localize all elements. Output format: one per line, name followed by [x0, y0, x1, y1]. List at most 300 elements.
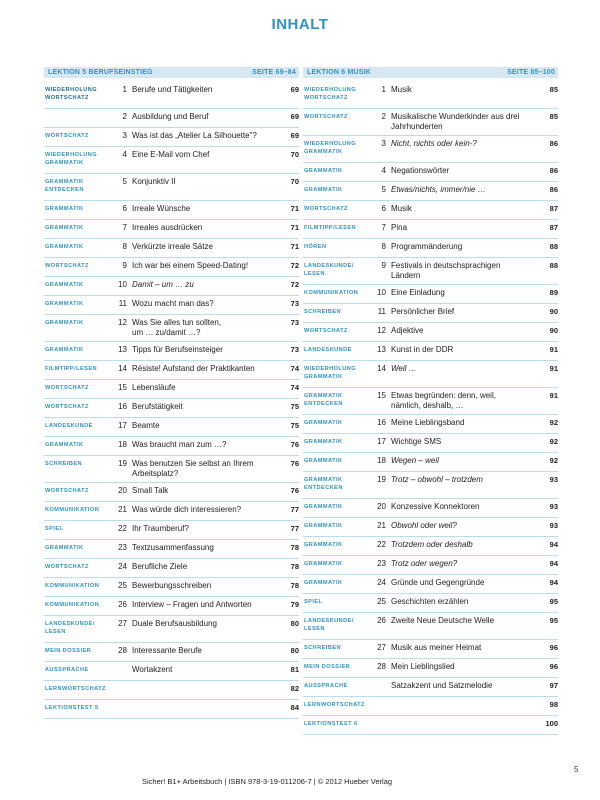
toc-row[interactable]	[44, 483, 299, 502]
toc-entry-title: Musik aus meiner Heimat	[391, 643, 482, 652]
toc-row[interactable]	[44, 315, 299, 342]
toc-row[interactable]	[303, 575, 558, 594]
toc-exercise-number: 17	[377, 437, 386, 446]
toc-page-number: 76	[290, 486, 299, 495]
toc-entry-title: Berufe und Tätigkeiten	[132, 85, 213, 94]
toc-row[interactable]	[44, 220, 299, 239]
toc-page-number: 87	[549, 204, 558, 213]
toc-page-number: 93	[549, 521, 558, 530]
toc-exercise-number: 22	[377, 540, 386, 549]
toc-row[interactable]	[44, 128, 299, 147]
toc-entry-title: Geschichten erzählen	[391, 597, 469, 606]
toc-category: GRAMMATIK	[45, 347, 84, 353]
toc-category: GRAMMATIK	[304, 523, 343, 529]
toc-category: MEIN DOSSIER	[45, 648, 92, 654]
toc-exercise-number: 18	[118, 440, 127, 449]
toc-entry-title: Satzakzent und Satzmelodie	[391, 681, 493, 690]
toc-category: GRAMMATIK	[304, 580, 343, 586]
toc-exercise-number: 25	[118, 581, 127, 590]
toc-exercise-number: 26	[377, 616, 386, 625]
toc-row[interactable]	[44, 521, 299, 540]
toc-page-number: 85	[549, 85, 558, 94]
toc-category: LERNWORTSCHATZ	[304, 702, 365, 708]
toc-row[interactable]	[303, 640, 558, 659]
toc-exercise-number: 14	[118, 364, 127, 373]
toc-page-number: 86	[549, 166, 558, 175]
toc-exercise-number: 12	[377, 326, 386, 335]
toc-row[interactable]	[303, 594, 558, 613]
toc-entry-title: Pina	[391, 223, 408, 232]
toc-row[interactable]	[303, 556, 558, 575]
toc-entry-title: Was benutzen Sie selbst an Ihrem Arbeitsplatz?	[132, 459, 254, 478]
toc-page-number: 98	[549, 700, 558, 709]
toc-page-number: 93	[549, 502, 558, 511]
toc-entry-title: Tipps für Berufseinsteiger	[132, 345, 223, 354]
toc-exercise-number: 11	[118, 299, 127, 308]
toc-row[interactable]	[303, 304, 558, 323]
toc-exercise-number: 28	[118, 646, 127, 655]
toc-exercise-number: 22	[118, 524, 127, 533]
toc-entry-title: Weil …	[391, 364, 417, 373]
lesson-label: LEKTION 5 BERUFSEINSTIEG	[48, 69, 153, 76]
toc-category: GRAMMATIK	[304, 458, 343, 464]
toc-entry-title: Was Sie alles tun sollten, um … zu/damit …?	[132, 318, 222, 337]
toc-exercise-number: 19	[377, 475, 386, 484]
toc-exercise-number: 7	[381, 223, 386, 232]
toc-category: GRAMMATIK	[304, 439, 343, 445]
toc-category: WIEDERHOLUNG GRAMMATIK	[304, 141, 357, 155]
toc-row[interactable]	[303, 678, 558, 697]
toc-entry-title: Nicht, nichts oder kein-?	[391, 139, 477, 148]
toc-entry-title: Interessante Berufe	[132, 646, 202, 655]
toc-category: GRAMMATIK	[45, 320, 84, 326]
toc-exercise-number: 10	[118, 280, 127, 289]
toc-category: GRAMMATIK	[45, 282, 84, 288]
toc-category: WORTSCHATZ	[304, 206, 348, 212]
toc-row[interactable]	[303, 109, 558, 136]
toc-category: LERNWORTSCHATZ	[45, 686, 106, 692]
toc-exercise-number: 2	[381, 112, 386, 121]
toc-category: KOMMUNIKATION	[45, 507, 100, 513]
toc-exercise-number: 21	[377, 521, 386, 530]
lesson-page-range: SEITE 85–100	[507, 69, 555, 76]
toc-entry-title: Gründe und Gegengründe	[391, 578, 485, 587]
toc-entry-title: Konzessive Konnektoren	[391, 502, 480, 511]
toc-page-number: 80	[290, 619, 299, 628]
toc-row[interactable]	[303, 659, 558, 678]
toc-row[interactable]	[303, 697, 558, 716]
toc-column-lektion-5	[44, 67, 299, 719]
toc-category: GRAMMATIK ENTDECKEN	[45, 179, 84, 193]
toc-page-number: 81	[290, 665, 299, 674]
toc-exercise-number: 11	[377, 307, 386, 316]
toc-category: GRAMMATIK	[45, 545, 84, 551]
toc-page-number: 76	[290, 440, 299, 449]
toc-page-number: 74	[290, 364, 299, 373]
toc-page-number: 82	[290, 684, 299, 693]
toc-category: FILMTIPP/LESEN	[45, 366, 97, 372]
toc-row[interactable]	[44, 597, 299, 616]
toc-entry-title: Irreales ausdrücken	[132, 223, 203, 232]
toc-row[interactable]	[44, 418, 299, 437]
toc-page-number: 95	[549, 616, 558, 625]
toc-category: WORTSCHATZ	[45, 263, 89, 269]
toc-category: SPIEL	[45, 526, 64, 532]
toc-entry-title: Interview – Fragen und Antworten	[132, 600, 252, 609]
toc-category: KOMMUNIKATION	[45, 583, 100, 589]
toc-category: WORTSCHATZ	[45, 404, 89, 410]
toc-entry-title: Eine E-Mail vom Chef	[132, 150, 210, 159]
toc-category: GRAMMATIK	[304, 187, 343, 193]
toc-page-number: 76	[290, 459, 299, 468]
toc-exercise-number: 4	[381, 166, 386, 175]
toc-entry-title: Was ist das „Atelier La Silhouette"?	[132, 131, 257, 140]
toc-row[interactable]	[303, 613, 558, 640]
toc-exercise-number: 26	[118, 600, 127, 609]
toc-category: LANDESKUNDE/ LESEN	[304, 618, 354, 632]
toc-entry-title: Festivals in deutschsprachigen Ländern	[391, 261, 501, 280]
toc-exercise-number: 10	[377, 288, 386, 297]
toc-entry-title: Duale Berufsausbildung	[132, 619, 217, 628]
toc-exercise-number: 23	[377, 559, 386, 568]
toc-entry-title: Trotzdem oder deshalb	[391, 540, 473, 549]
toc-category: MEIN DOSSIER	[304, 664, 351, 670]
toc-exercise-number: 19	[118, 459, 127, 468]
toc-category: LANDESKUNDE	[45, 423, 93, 429]
toc-page-number: 77	[290, 524, 299, 533]
toc-row[interactable]	[44, 147, 299, 174]
toc-page-number: 92	[549, 437, 558, 446]
toc-entry-title: Ausbildung und Beruf	[132, 112, 209, 121]
toc-page-number: 80	[290, 646, 299, 655]
toc-entry-title: Small Talk	[132, 486, 169, 495]
toc-row[interactable]	[303, 518, 558, 537]
page-title: INHALT	[271, 16, 329, 33]
toc-entry-title: Wegen – weil	[391, 456, 439, 465]
toc-entry-title: Etwas begründen: denn, weil, nämlich, deshalb, …	[391, 391, 496, 410]
toc-entry-title: Programmänderung	[391, 242, 463, 251]
toc-entry-title: Berufstätigkeit	[132, 402, 183, 411]
toc-page-number: 86	[549, 185, 558, 194]
toc-category: KOMMUNIKATION	[304, 290, 359, 296]
toc-page-number: 87	[549, 223, 558, 232]
toc-category: GRAMMATIK ENTDECKEN	[304, 393, 343, 407]
toc-row[interactable]	[303, 342, 558, 361]
toc-category: WORTSCHATZ	[304, 328, 348, 334]
toc-category: AUSSPRACHE	[304, 683, 348, 689]
toc-entry-title: Beamte	[132, 421, 160, 430]
toc-exercise-number: 20	[118, 486, 127, 495]
toc-page-number: 69	[290, 112, 299, 121]
toc-entry-title: Lebensläufe	[132, 383, 176, 392]
toc-entry-title: Meine Lieblingsband	[391, 418, 465, 427]
toc-page-number: 91	[549, 345, 558, 354]
toc-page-number: 70	[290, 177, 299, 186]
toc-page-number: 77	[290, 505, 299, 514]
footer-imprint: Sicher! B1+ Arbeitsbuch | ISBN 978-3-19-011206-7 | © 2012 Hueber Verlag	[142, 777, 393, 786]
toc-category: GRAMMATIK	[45, 244, 84, 250]
toc-page-number: 86	[549, 139, 558, 148]
toc-exercise-number: 16	[377, 418, 386, 427]
toc-exercise-number: 1	[381, 85, 386, 94]
toc-exercise-number: 4	[122, 150, 127, 159]
toc-row[interactable]	[44, 342, 299, 361]
toc-exercise-number: 5	[122, 177, 127, 186]
toc-exercise-number: 3	[381, 139, 386, 148]
toc-row[interactable]	[303, 258, 558, 285]
toc-exercise-number: 20	[377, 502, 386, 511]
toc-entry-title: Ihr Traumberuf?	[132, 524, 189, 533]
toc-exercise-number: 15	[118, 383, 127, 392]
toc-exercise-number: 9	[381, 261, 386, 270]
toc-page-number: 90	[549, 326, 558, 335]
toc-entry-title: Musikalische Wunderkinder aus drei Jahrhunderten	[391, 112, 520, 131]
toc-row[interactable]	[44, 296, 299, 315]
lesson-page-range: SEITE 69–84	[252, 69, 296, 76]
toc-category: GRAMMATIK	[304, 420, 343, 426]
toc-row[interactable]	[303, 82, 558, 109]
toc-row[interactable]	[44, 437, 299, 456]
toc-entry-title: Persönlicher Brief	[391, 307, 455, 316]
toc-list	[303, 82, 558, 735]
toc-category: GRAMMATIK ENTDECKEN	[304, 477, 343, 491]
toc-exercise-number: 7	[122, 223, 127, 232]
toc-exercise-number: 24	[377, 578, 386, 587]
toc-page-number: 78	[290, 543, 299, 552]
toc-row[interactable]	[303, 182, 558, 201]
toc-row[interactable]	[44, 239, 299, 258]
toc-row[interactable]	[303, 361, 558, 388]
toc-page-number: 85	[549, 112, 558, 121]
toc-row[interactable]	[44, 681, 299, 700]
toc-page-number: 70	[290, 150, 299, 159]
toc-row[interactable]	[303, 220, 558, 239]
toc-category: SCHREIBEN	[304, 309, 341, 315]
toc-row[interactable]	[44, 559, 299, 578]
toc-page-number: 71	[290, 204, 299, 213]
toc-exercise-number: 1	[122, 85, 127, 94]
toc-page-number: 90	[549, 307, 558, 316]
toc-entry-title: Textzusammenfassung	[132, 543, 214, 552]
toc-row[interactable]	[44, 82, 299, 109]
toc-page-number: 73	[290, 345, 299, 354]
toc-exercise-number: 6	[381, 204, 386, 213]
toc-entry-title: Wichtige SMS	[391, 437, 442, 446]
toc-category: WORTSCHATZ	[304, 114, 348, 120]
toc-page-number: 92	[549, 418, 558, 427]
toc-row[interactable]	[44, 201, 299, 220]
toc-page-number: 79	[290, 600, 299, 609]
toc-list	[44, 82, 299, 719]
toc-row[interactable]	[44, 700, 299, 719]
toc-row[interactable]	[44, 399, 299, 418]
toc-entry-title: Musik	[391, 85, 412, 94]
toc-row[interactable]	[303, 285, 558, 304]
toc-category: SCHREIBEN	[45, 461, 82, 467]
toc-entry-title: Wozu macht man das?	[132, 299, 214, 308]
toc-category: LANDESKUNDE	[304, 347, 352, 353]
toc-category: LEKTIONSTEST 6	[304, 721, 358, 727]
toc-exercise-number: 28	[377, 662, 386, 671]
toc-exercise-number: 12	[118, 318, 127, 327]
toc-exercise-number: 24	[118, 562, 127, 571]
toc-exercise-number: 23	[118, 543, 127, 552]
toc-exercise-number: 13	[118, 345, 127, 354]
toc-category: WIEDERHOLUNG GRAMMATIK	[304, 366, 357, 380]
toc-category: GRAMMATIK	[304, 542, 343, 548]
toc-exercise-number: 9	[122, 261, 127, 270]
toc-entry-title: Résiste! Aufstand der Praktikanten	[132, 364, 255, 373]
toc-row[interactable]	[303, 163, 558, 182]
toc-exercise-number: 27	[118, 619, 127, 628]
toc-page-number: 78	[290, 581, 299, 590]
toc-page-number: 96	[549, 662, 558, 671]
toc-page-number: 73	[290, 299, 299, 308]
toc-row[interactable]	[44, 456, 299, 483]
toc-exercise-number: 15	[377, 391, 386, 400]
toc-row[interactable]	[303, 716, 558, 735]
toc-category: GRAMMATIK	[45, 206, 84, 212]
toc-entry-title: Was würde dich interessieren?	[132, 505, 242, 514]
toc-exercise-number: 3	[122, 131, 127, 140]
toc-row[interactable]	[44, 643, 299, 662]
toc-row[interactable]	[303, 434, 558, 453]
toc-category: GRAMMATIK	[304, 561, 343, 567]
toc-page-number: 71	[290, 223, 299, 232]
toc-entry-title: Adjektive	[391, 326, 424, 335]
toc-page-number: 94	[549, 540, 558, 549]
toc-page-number: 95	[549, 597, 558, 606]
toc-entry-title: Verkürzte irreale Sätze	[132, 242, 213, 251]
toc-entry-title: Bewerbungsschreiben	[132, 581, 212, 590]
toc-row[interactable]	[44, 616, 299, 643]
toc-page-number: 94	[549, 578, 558, 587]
toc-category: SCHREIBEN	[304, 645, 341, 651]
toc-row[interactable]	[44, 174, 299, 201]
toc-exercise-number: 21	[118, 505, 127, 514]
toc-page-number: 94	[549, 559, 558, 568]
toc-page-number: 88	[549, 261, 558, 270]
toc-exercise-number: 13	[377, 345, 386, 354]
toc-row[interactable]	[303, 472, 558, 499]
toc-entry-title: Mein Lieblingslied	[391, 662, 455, 671]
toc-exercise-number: 14	[377, 364, 386, 373]
toc-category: AUSSPRACHE	[45, 667, 89, 673]
toc-category: WIEDERHOLUNG GRAMMATIK	[45, 152, 98, 166]
toc-page-number: 72	[290, 261, 299, 270]
toc-row[interactable]	[44, 540, 299, 559]
toc-category: HÖREN	[304, 244, 327, 250]
toc-category: GRAMMATIK	[45, 225, 84, 231]
toc-exercise-number: 8	[381, 242, 386, 251]
lesson-label: LEKTION 6 MUSIK	[307, 69, 372, 76]
toc-row[interactable]	[44, 578, 299, 597]
toc-category: GRAMMATIK	[45, 301, 84, 307]
toc-entry-title: Eine Einladung	[391, 288, 445, 297]
toc-page-number: 71	[290, 242, 299, 251]
toc-page-number: 74	[290, 383, 299, 392]
toc-category: WORTSCHATZ	[45, 133, 89, 139]
toc-row[interactable]	[303, 201, 558, 220]
toc-entry-title: Musik	[391, 204, 412, 213]
toc-exercise-number: 18	[377, 456, 386, 465]
toc-page-number: 84	[290, 703, 299, 712]
toc-category: GRAMMATIK	[304, 168, 343, 174]
toc-page-number: 100	[545, 719, 558, 728]
toc-category: GRAMMATIK	[45, 442, 84, 448]
toc-row[interactable]	[44, 502, 299, 521]
toc-row[interactable]	[303, 499, 558, 518]
toc-entry-title: Trotz oder wegen?	[391, 559, 458, 568]
toc-category: WORTSCHATZ	[45, 385, 89, 391]
toc-page-number: 69	[290, 131, 299, 140]
toc-page-number: 91	[549, 391, 558, 400]
toc-row[interactable]	[44, 258, 299, 277]
toc-entry-title: Damit – um … zu	[132, 280, 194, 289]
toc-category: WORTSCHATZ	[45, 564, 89, 570]
toc-entry-title: Ich war bei einem Speed-Dating!	[132, 261, 249, 270]
toc-row[interactable]	[303, 323, 558, 342]
toc-row[interactable]	[44, 662, 299, 681]
toc-category: LEKTIONSTEST 5	[45, 705, 99, 711]
toc-row[interactable]	[303, 239, 558, 258]
toc-exercise-number: 2	[122, 112, 127, 121]
toc-row[interactable]	[44, 277, 299, 296]
toc-exercise-number: 25	[377, 597, 386, 606]
toc-category: WORTSCHATZ	[45, 488, 89, 494]
toc-page-number: 93	[549, 475, 558, 484]
toc-page-number: 69	[290, 85, 299, 94]
toc-page-number: 89	[549, 288, 558, 297]
toc-category: GRAMMATIK	[304, 504, 343, 510]
toc-exercise-number: 5	[381, 185, 386, 194]
toc-exercise-number: 6	[122, 204, 127, 213]
toc-entry-title: Wortakzent	[132, 665, 173, 674]
toc-page-number: 92	[549, 456, 558, 465]
toc-page-number: 96	[549, 643, 558, 652]
toc-entry-title: Kunst in der DDR	[391, 345, 454, 354]
toc-row[interactable]	[303, 537, 558, 556]
toc-exercise-number: 27	[377, 643, 386, 652]
toc-entry-title: Trotz – obwohl – trotzdem	[391, 475, 483, 484]
toc-entry-title: Etwas/nichts, immer/nie …	[391, 185, 486, 194]
toc-row[interactable]	[303, 136, 558, 163]
toc-page-number: 97	[549, 681, 558, 690]
toc-category: LANDESKUNDE/ LESEN	[304, 263, 354, 277]
lesson-header	[303, 67, 558, 78]
toc-entry-title: Zweite Neue Deutsche Welle	[391, 616, 495, 625]
page-number: 5	[574, 765, 579, 774]
toc-category: LANDESKUNDE/ LESEN	[45, 621, 95, 635]
toc-exercise-number: 16	[118, 402, 127, 411]
toc-row[interactable]	[44, 361, 299, 380]
toc-row[interactable]	[303, 453, 558, 472]
toc-row[interactable]	[303, 388, 558, 415]
toc-row[interactable]	[44, 109, 299, 128]
toc-page-number: 75	[290, 421, 299, 430]
toc-category: WIEDERHOLUNG WORTSCHATZ	[304, 87, 357, 101]
toc-row[interactable]	[44, 380, 299, 399]
toc-entry-title: Was braucht man zum …?	[132, 440, 227, 449]
toc-entry-title: Irreale Wünsche	[132, 204, 191, 213]
toc-page-number: 88	[549, 242, 558, 251]
toc-entry-title: Berufliche Ziele	[132, 562, 188, 571]
toc-entry-title: Obwohl oder weil?	[391, 521, 457, 530]
toc-exercise-number: 8	[122, 242, 127, 251]
toc-page-number: 75	[290, 402, 299, 411]
toc-page-number: 78	[290, 562, 299, 571]
toc-row[interactable]	[303, 415, 558, 434]
